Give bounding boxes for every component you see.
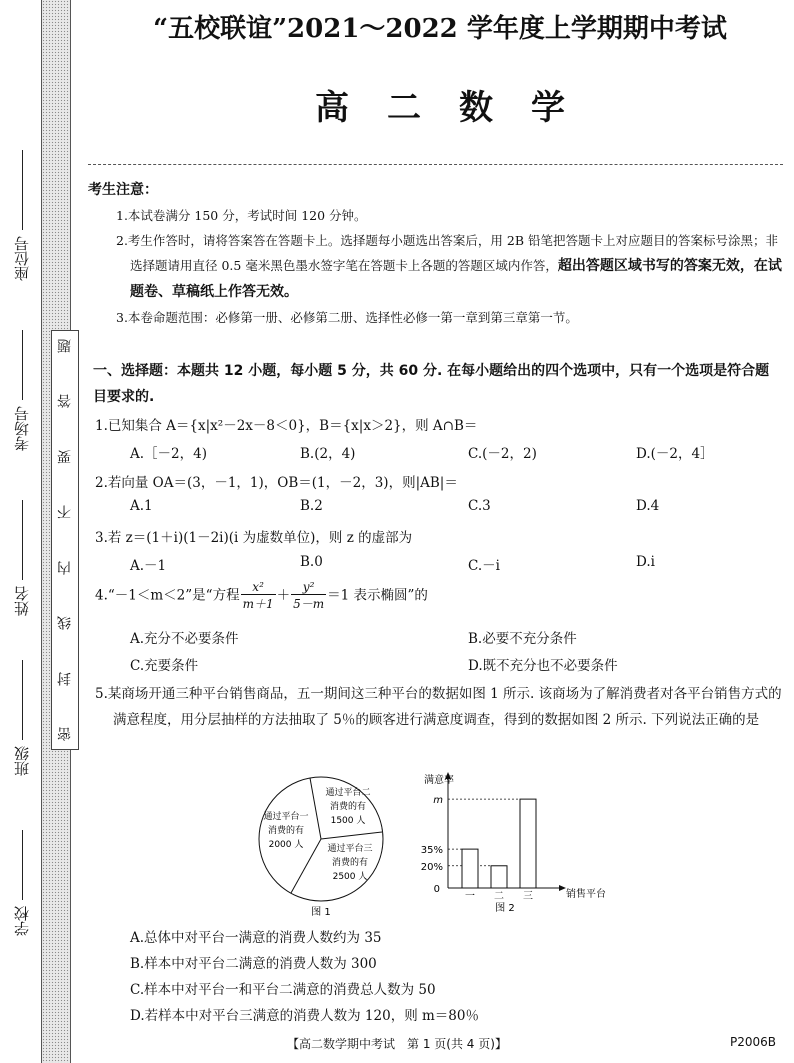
seal-char: 不 <box>57 505 73 520</box>
figure-1-caption: 图 1 <box>311 907 331 918</box>
question-5 <box>95 681 785 733</box>
origin-label: 0 <box>433 884 440 895</box>
option[interactable]: B.2 <box>300 498 323 514</box>
notice-item: 1.本试卷满分 150 分，考试时间 120 分钟。 <box>116 208 367 223</box>
slice-label: 通过平台一 <box>263 812 309 822</box>
slice-label: 1500 人 <box>330 816 366 826</box>
option[interactable]: A.1 <box>130 498 153 514</box>
exam-title: “五校联谊”2021～2022 学年度上学期期中考试 <box>153 14 727 44</box>
bar <box>520 799 536 888</box>
option[interactable]: B.0 <box>300 554 323 570</box>
x-tick-label: 三 <box>523 891 533 902</box>
question-5-stem: 5.某商场开通三种平台销售商品，五一期间这三种平台的数据如图 1 所示. 该商场为了解消费者对各平台销售方式的满意程度，用分层抽样的方法抽取了 5％的顾客进行满意度调查，得到的数据如图 2 所示. 下列说法正确的是 <box>95 686 782 728</box>
option[interactable]: B.必要不充分条件 <box>468 631 577 647</box>
pie-divider <box>310 778 321 839</box>
option[interactable]: B.(2，4) <box>300 446 356 462</box>
seal-line-notice <box>51 330 79 750</box>
fraction-denominator: m＋1 <box>242 597 274 611</box>
divider <box>88 164 783 165</box>
slice-label: 2000 人 <box>268 840 304 850</box>
option[interactable]: C.3 <box>468 498 491 514</box>
option[interactable]: C.样本中对平台一和平台二满意的消费总人数为 50 <box>130 982 436 998</box>
school-label: 学校 <box>12 906 31 936</box>
pie-divider <box>321 832 382 839</box>
option[interactable]: A.总体中对平台一满意的消费人数约为 35 <box>130 930 382 946</box>
option[interactable]: C.充要条件 <box>130 658 199 674</box>
fraction-numerator: y² <box>291 580 326 595</box>
school-field[interactable] <box>8 830 36 936</box>
option[interactable]: D.既不充分也不必要条件 <box>468 658 618 674</box>
seal-char: 线 <box>57 616 73 631</box>
slice-label: 通过平台三 <box>327 844 373 854</box>
option[interactable]: D.4 <box>636 498 660 514</box>
question-4 <box>95 580 428 612</box>
question-2: 2.若向量 OA＝(3，－1，1)，OB＝(1，－2，3)，则|AB|＝ <box>95 475 458 491</box>
seal-char: 密 <box>57 726 73 741</box>
slice-label: 消费的有 <box>329 802 367 812</box>
option[interactable]: D.i <box>636 554 655 570</box>
slice-label: 消费的有 <box>331 858 369 868</box>
y-tick-label: m <box>433 795 443 807</box>
option[interactable]: A.［－2，4) <box>130 446 207 462</box>
question-4-stem-start: 4.“－1＜m＜2”是“方程 <box>95 587 240 604</box>
option[interactable]: B.样本中对平台二满意的消费人数为 300 <box>130 956 377 972</box>
fraction-numerator: x² <box>241 580 276 595</box>
slice-label: 2500 人 <box>332 872 368 882</box>
option[interactable]: A.充分不必要条件 <box>130 631 239 647</box>
name-label: 姓名 <box>12 586 31 616</box>
x-tick-label: 二 <box>494 891 504 902</box>
figure-2-caption: 图 2 <box>495 903 515 914</box>
bar <box>462 849 478 888</box>
y-tick-label: 35% <box>420 845 443 857</box>
slice-label: 消费的有 <box>267 826 305 836</box>
seat-number-label: 座位号 <box>12 236 31 281</box>
plus-sign: ＋ <box>276 587 291 604</box>
fraction <box>241 580 276 612</box>
option[interactable]: D.若样本中对平台三满意的消费人数为 120，则 m＝80％ <box>130 1008 479 1024</box>
question-3: 3.若 z＝(1＋i)(1－2i)(i 为虚数单位)，则 z 的虚部为 <box>95 530 413 546</box>
question-1: 1.已知集合 A＝{x|x²－2x－8＜0}，B＝{x|x＞2}，则 A∩B＝ <box>95 418 478 434</box>
x-axis-arrow <box>559 885 566 891</box>
notice-title: 考生注意： <box>88 182 158 198</box>
seal-char: 要 <box>57 449 73 464</box>
name-field[interactable] <box>8 500 36 616</box>
question-4-stem-end: ＝1 表示椭圆”的 <box>327 587 428 604</box>
fraction-denominator: 5－m <box>293 597 325 611</box>
class-label: 班级 <box>12 746 31 776</box>
exam-room-field[interactable] <box>8 330 36 451</box>
page-footer: 【高二数学期中考试 第 1 页(共 4 页)】 <box>287 1037 507 1051</box>
option[interactable]: C.(－2，2) <box>468 446 537 462</box>
exam-notice <box>88 178 783 330</box>
notice-emphasis: 超出答题区域书写的答案无效，在试题卷、草稿纸上作答无效。 <box>130 258 782 300</box>
bar <box>491 866 507 888</box>
exam-room-label: 考场号 <box>12 406 31 451</box>
subject-title: 高二数学 <box>315 88 603 128</box>
x-tick-label: 一 <box>465 891 475 902</box>
option[interactable]: D.(－2，4］ <box>636 446 714 462</box>
y-tick-label: 20% <box>420 861 443 873</box>
seal-char: 答 <box>57 394 73 409</box>
seal-char: 内 <box>57 560 73 575</box>
notice-item <box>88 228 783 305</box>
seal-char: 题 <box>57 339 73 353</box>
figure-1-pie-chart <box>250 775 400 920</box>
option[interactable]: A.－1 <box>130 558 167 574</box>
x-axis-label: 销售平台 <box>566 889 606 900</box>
class-field[interactable] <box>8 660 36 776</box>
notice-item-text: 2.考生作答时，请将答案答在答题卡上。选择题每小题选出答案后，用 2B 铅笔把答题卡上对应题目的答案标号涂黑；非选择题请用直径 0.5 毫米黑色墨水签字笔在答题卡上各题的答题区域内作答， <box>116 233 779 273</box>
fraction <box>291 580 326 612</box>
figure-2-bar-chart <box>410 768 630 918</box>
slice-label: 通过平台二 <box>325 788 371 798</box>
seal-char: 封 <box>57 671 73 686</box>
option[interactable]: C.－i <box>468 558 500 574</box>
section-heading: 一、选择题：本题共 12 小题，每小题 5 分，共 60 分. 在每小题给出的四个选项中，只有一个选项是符合题目要求的. <box>93 363 770 405</box>
notice-item: 3.本卷命题范围：必修第一册、必修第二册、选择性必修一第一章到第三章第一节。 <box>116 310 578 325</box>
seat-number-field[interactable] <box>8 150 36 281</box>
y-axis-label: 满意率 <box>424 775 454 786</box>
paper-code: P2006B <box>729 1035 776 1049</box>
